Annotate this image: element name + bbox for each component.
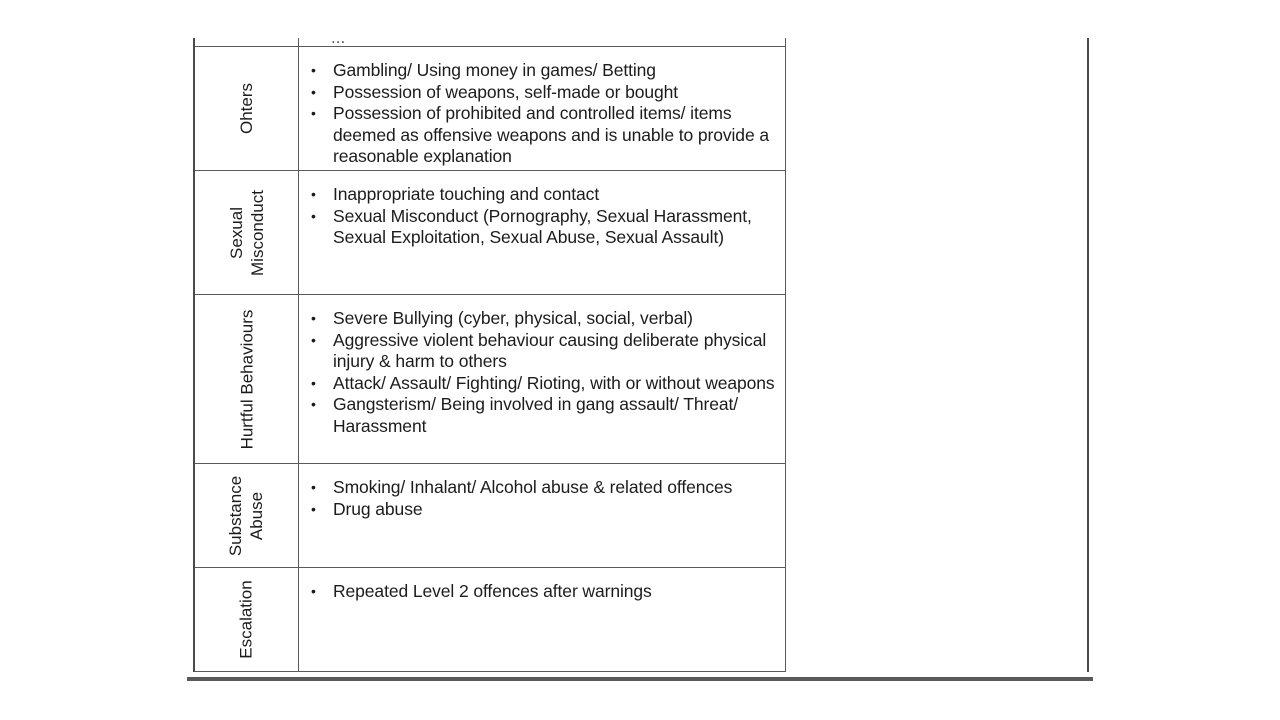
list-item: • Gambling/ Using money in games/ Betting	[311, 60, 656, 80]
bullet-icon: •	[311, 396, 316, 412]
previous-row-fragment: ...	[331, 30, 346, 46]
list-item: • Possession of weapons, self-made or bought	[311, 81, 679, 102]
bullet-icon: •	[311, 583, 316, 599]
bullet-icon: •	[311, 83, 316, 100]
offence-list	[307, 60, 777, 168]
offence-list	[307, 581, 777, 603]
category-cell	[195, 171, 298, 294]
list-item: • Drug abuse	[311, 498, 423, 519]
table-bottom-border	[195, 671, 786, 672]
offence-list	[307, 477, 777, 520]
bullet-icon: •	[311, 62, 316, 78]
list-item: • Smoking/ Inhalant/ Alcohol abuse & related offences	[311, 477, 733, 497]
list-item: • Gangsterism/ Being involved in gang assault/ Threat/ Harassment	[311, 394, 738, 436]
list-item: • Aggressive violent behaviour causing deliberate physical injury & harm to others	[311, 329, 767, 371]
category-cell	[195, 464, 298, 567]
category-label: Substance Abuse	[226, 475, 267, 556]
list-item: • Possession of prohibited and controlled items/ items deemed as offensive weapons and is unable to provide a reasonable explanation	[311, 103, 769, 166]
category-label: Escalation	[237, 580, 256, 659]
bullet-icon: •	[311, 310, 316, 326]
bullet-icon: •	[311, 207, 316, 224]
table-row-sexual-misconduct	[195, 171, 785, 294]
list-item: • Sexual Misconduct (Pornography, Sexual Harassment, Sexual Exploitation, Sexual Abuse, Sexual Assault)	[311, 205, 752, 247]
document-page	[193, 30, 1089, 672]
list-item: • Attack/ Assault/ Fighting/ Rioting, with or without weapons	[311, 372, 775, 393]
page-bottom-rule	[187, 677, 1093, 681]
bullet-icon: •	[311, 331, 316, 348]
table-row-hurtful-behaviours	[195, 295, 785, 463]
bullet-icon: •	[311, 479, 316, 495]
offence-list	[307, 184, 777, 249]
list-item: • Severe Bullying (cyber, physical, social, verbal)	[311, 308, 693, 328]
list-item: • Repeated Level 2 offences after warnings	[311, 581, 652, 601]
bullet-icon: •	[311, 105, 316, 121]
offence-list	[307, 308, 777, 437]
table-row-escalation	[195, 568, 785, 671]
bullet-icon: •	[311, 500, 316, 517]
bullet-icon: •	[311, 186, 316, 202]
category-label: Hurtful Behaviours	[237, 309, 256, 449]
list-item: • Inappropriate touching and contact	[311, 184, 600, 204]
category-cell	[195, 295, 298, 463]
table-row-substance-abuse	[195, 464, 785, 567]
category-cell	[195, 47, 298, 170]
category-label: Ohters	[237, 82, 256, 135]
category-cell	[195, 568, 298, 671]
category-label: Sexual Misconduct	[226, 189, 267, 276]
bullet-icon: •	[311, 374, 316, 391]
table-row-others	[195, 47, 785, 170]
table-right-border	[785, 38, 786, 672]
